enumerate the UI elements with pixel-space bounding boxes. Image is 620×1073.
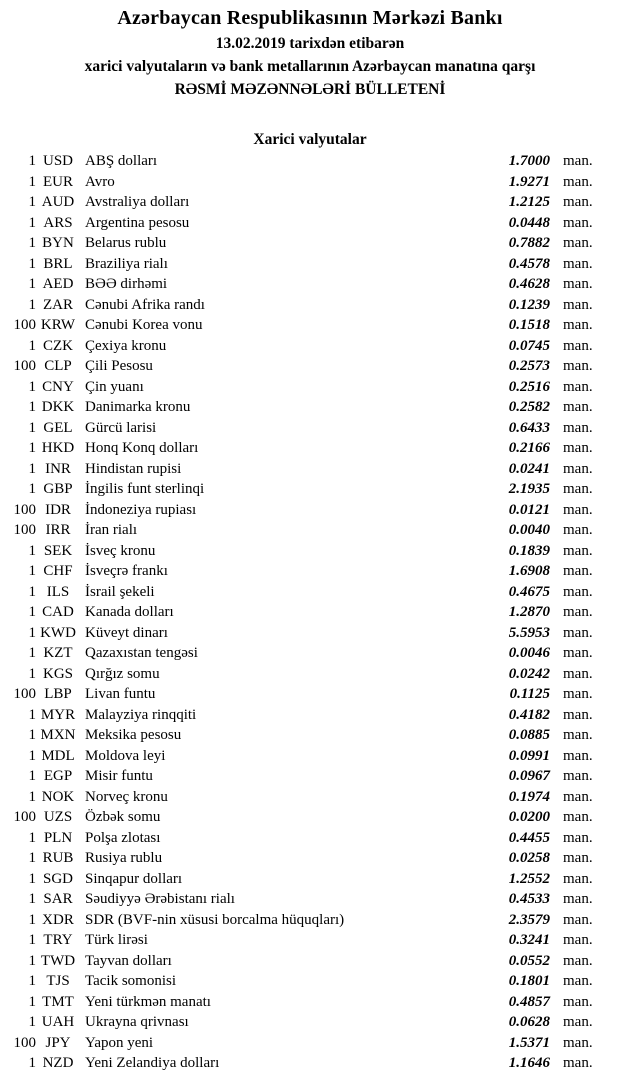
currency-name: Kanada dolları: [85, 604, 174, 620]
currency-code: SAR: [43, 891, 73, 907]
unit-label: man.: [563, 173, 593, 190]
rate-value: 1.6908: [508, 563, 550, 579]
currency-code: UAH: [41, 1014, 75, 1030]
unit-label: man.: [563, 317, 593, 333]
rate-value: 0.0552: [508, 952, 550, 969]
rate-row: [0, 602, 610, 623]
unit-label: man.: [563, 706, 593, 723]
currency-code: ILS: [46, 583, 70, 600]
currency-code: ARS: [43, 214, 73, 231]
rate-value: 0.4857: [508, 993, 550, 1010]
rate-value: 0.0967: [508, 768, 550, 784]
currency-name: Hindistan rupisi: [85, 460, 182, 477]
rate-row: [0, 377, 610, 398]
rate-row: [0, 561, 610, 582]
quantity-value: 1: [28, 276, 36, 292]
rate-value: 0.4455: [508, 829, 550, 846]
rate-value: 0.0121: [508, 501, 550, 518]
unit-label: man.: [563, 870, 593, 887]
rate-row: [0, 274, 610, 295]
currency-name: İran rialı: [85, 522, 138, 538]
currency-code: TRY: [43, 932, 73, 948]
unit-label: man.: [563, 378, 593, 395]
unit-label: man.: [563, 932, 593, 948]
quantity-value: 1: [28, 727, 36, 743]
currency-code: AED: [42, 276, 74, 292]
quantity-value: 1: [28, 173, 36, 190]
rate-value: 0.1974: [508, 788, 550, 805]
currency-name: Tacik somonisi: [85, 973, 177, 989]
rate-row: [0, 520, 610, 541]
rate-row: [0, 541, 610, 562]
unit-label: man.: [563, 542, 593, 559]
unit-label: man.: [563, 276, 593, 292]
currency-name: Səudiyyə Ərəbistanı rialı: [85, 891, 235, 907]
currency-name: Küveyt dinarı: [85, 624, 168, 641]
rates-table: [0, 151, 620, 1073]
quantity-value: 1: [28, 911, 36, 928]
unit-label: man.: [563, 911, 593, 928]
quantity-value: 1: [28, 645, 36, 661]
unit-label: man.: [563, 501, 593, 518]
rate-row: [0, 295, 610, 316]
rate-row: [0, 725, 610, 746]
unit-label: man.: [563, 153, 593, 169]
rate-row: [0, 418, 610, 439]
quantity-value: 100: [13, 1034, 36, 1051]
rate-value: 0.0885: [508, 727, 550, 743]
unit-label: man.: [563, 993, 593, 1010]
currency-code: BYN: [42, 235, 74, 251]
rate-row: [0, 151, 610, 172]
rate-row: [0, 787, 610, 808]
unit-label: man.: [563, 563, 593, 579]
currency-code: EGP: [43, 768, 73, 784]
currency-code: BRL: [43, 255, 73, 272]
quantity-value: 100: [13, 522, 36, 538]
unit-label: man.: [563, 952, 593, 969]
currency-code: TWD: [40, 952, 76, 969]
currency-name: Moldova leyi: [85, 747, 166, 764]
currency-name: SDR (BVF-nin xüsusi borcalma hüquqları): [85, 911, 345, 928]
rate-value: 0.4533: [508, 891, 550, 907]
unit-label: man.: [563, 727, 593, 743]
currency-code: LBP: [44, 686, 72, 702]
currency-name: Braziliya rialı: [85, 255, 168, 272]
quantity-value: 1: [28, 399, 36, 415]
currency-name: İngilis funt sterlinqi: [85, 481, 205, 497]
unit-label: man.: [563, 481, 593, 497]
currency-name: Tayvan dolları: [85, 952, 172, 969]
rate-value: 1.7000: [508, 153, 550, 169]
currency-name: Avro: [85, 173, 115, 190]
quantity-value: 100: [13, 809, 36, 825]
rate-row: [0, 192, 610, 213]
rate-value: 1.2870: [508, 604, 550, 620]
currency-code: ZAR: [43, 296, 73, 313]
rate-value: 1.5371: [508, 1034, 550, 1051]
quantity-value: 1: [28, 1055, 36, 1071]
unit-label: man.: [563, 399, 593, 415]
currency-code: MYR: [40, 706, 76, 723]
currency-code: SEK: [43, 542, 73, 559]
currency-code: NZD: [42, 1055, 74, 1071]
quantity-value: 1: [28, 440, 36, 456]
quantity-value: 100: [13, 686, 36, 702]
currency-name: Honq Konq dolları: [85, 440, 199, 456]
currency-code: IRR: [45, 522, 71, 538]
rate-row: [0, 479, 610, 500]
unit-label: man.: [563, 624, 593, 641]
quantity-value: 1: [28, 378, 36, 395]
rate-row: [0, 356, 610, 377]
quantity-value: 1: [28, 419, 36, 436]
rate-row: [0, 807, 610, 828]
rate-value: 0.1518: [508, 317, 550, 333]
rate-value: 1.2552: [508, 870, 550, 887]
rate-row: [0, 951, 610, 972]
unit-label: man.: [563, 788, 593, 805]
rate-row: [0, 848, 610, 869]
currency-code: MDL: [41, 747, 75, 764]
rate-row: [0, 438, 610, 459]
currency-code: USD: [42, 153, 73, 169]
currency-name: Meksika pesosu: [85, 727, 182, 743]
rate-row: [0, 643, 610, 664]
currency-code: MXN: [40, 727, 76, 743]
currency-code: CZK: [43, 337, 73, 354]
currency-name: Danimarka kronu: [85, 399, 191, 415]
quantity-value: 1: [28, 624, 36, 641]
unit-label: man.: [563, 645, 593, 661]
quantity-value: 1: [28, 1014, 36, 1030]
currency-name: Misir funtu: [85, 768, 153, 784]
currency-name: Türk lirəsi: [85, 932, 148, 948]
currency-code: NOK: [41, 788, 75, 805]
unit-label: man.: [563, 235, 593, 251]
currency-code: CNY: [42, 378, 74, 395]
currency-name: Cənubi Afrika randı: [85, 296, 205, 313]
currency-code: HKD: [41, 440, 75, 456]
rate-row: [0, 254, 610, 275]
currency-code: EUR: [43, 173, 73, 190]
currency-name: Yeni türkmən manatı: [85, 993, 211, 1010]
rate-value: 0.0046: [508, 645, 550, 661]
currency-code: KZT: [43, 645, 73, 661]
rate-value: 2.3579: [508, 911, 550, 928]
unit-label: man.: [563, 583, 593, 600]
currency-name: Norveç kronu: [85, 788, 168, 805]
unit-label: man.: [563, 419, 593, 436]
quantity-value: 1: [28, 255, 36, 272]
document-header: [0, 0, 620, 101]
unit-label: man.: [563, 194, 593, 210]
rate-value: 0.1239: [508, 296, 550, 313]
currency-code: GEL: [43, 419, 73, 436]
currency-name: Qırğız somu: [85, 665, 160, 682]
currency-code: CLP: [44, 358, 72, 374]
currency-name: Sinqapur dolları: [85, 870, 183, 887]
rate-value: 0.0242: [508, 665, 550, 682]
rate-value: 0.2516: [508, 378, 550, 395]
quantity-value: 1: [28, 870, 36, 887]
currency-code: AUD: [41, 194, 75, 210]
rate-row: [0, 1053, 610, 1073]
rate-row: [0, 746, 610, 767]
quantity-value: 1: [28, 768, 36, 784]
unit-label: man.: [563, 768, 593, 784]
unit-label: man.: [563, 337, 593, 354]
effective-date-line: 13.02.2019 tarixdən etibarən: [215, 35, 405, 52]
unit-label: man.: [563, 255, 593, 272]
rate-row: [0, 766, 610, 787]
rate-row: [0, 992, 610, 1013]
rate-value: 0.2582: [508, 399, 550, 415]
currency-code: IDR: [45, 501, 71, 518]
unit-label: man.: [563, 747, 593, 764]
quantity-value: 1: [28, 706, 36, 723]
quantity-value: 100: [13, 501, 36, 518]
unit-label: man.: [563, 460, 593, 477]
quantity-value: 1: [28, 481, 36, 497]
currency-name: Rusiya rublu: [85, 850, 163, 866]
rate-row: [0, 889, 610, 910]
currency-code: GBP: [43, 481, 73, 497]
rate-value: 1.2125: [508, 194, 550, 210]
currency-code: SGD: [42, 870, 73, 887]
bulletin-title: RƏSMİ MƏZƏNNƏLƏRİ BÜLLETENİ: [174, 81, 446, 98]
unit-label: man.: [563, 809, 593, 825]
currency-name: Yeni Zelandiya dolları: [85, 1055, 220, 1071]
rate-value: 0.1839: [508, 542, 550, 559]
rate-row: [0, 971, 610, 992]
quantity-value: 100: [13, 358, 36, 374]
currency-name: Çexiya kronu: [85, 337, 167, 354]
unit-label: man.: [563, 665, 593, 682]
quantity-value: 1: [28, 829, 36, 846]
rate-value: 0.0448: [508, 214, 550, 231]
quantity-value: 1: [28, 891, 36, 907]
rate-row: [0, 623, 610, 644]
currency-name: İsveç kronu: [85, 542, 156, 559]
rate-value: 1.1646: [508, 1055, 550, 1071]
rate-row: [0, 910, 610, 931]
rate-row: [0, 1012, 610, 1033]
currency-name: İndoneziya rupiası: [85, 501, 197, 518]
currency-code: INR: [45, 460, 71, 477]
currency-name: Polşa zlotası: [85, 829, 161, 846]
rate-value: 0.4675: [508, 583, 550, 600]
rate-row: [0, 684, 610, 705]
currency-code: XDR: [42, 911, 74, 928]
rate-value: 2.1935: [508, 481, 550, 497]
rate-row: [0, 233, 610, 254]
rate-value: 0.1125: [509, 686, 550, 702]
rate-row: [0, 1033, 610, 1054]
quantity-value: 1: [28, 563, 36, 579]
currency-code: RUB: [42, 850, 74, 866]
unit-label: man.: [563, 829, 593, 846]
quantity-value: 1: [28, 214, 36, 231]
quantity-value: 1: [28, 235, 36, 251]
currency-code: CHF: [43, 563, 73, 579]
currency-name: Gürcü larisi: [85, 419, 157, 436]
unit-label: man.: [563, 686, 593, 702]
unit-label: man.: [563, 1034, 593, 1051]
quantity-value: 100: [13, 317, 36, 333]
quantity-value: 1: [28, 194, 36, 210]
rate-value: 0.2166: [508, 440, 550, 456]
rate-row: [0, 500, 610, 521]
section-title-foreign-currencies: Xarici valyutalar: [253, 131, 367, 148]
rate-value: 0.0200: [508, 809, 550, 825]
quantity-value: 1: [28, 850, 36, 866]
currency-code: CAD: [42, 604, 74, 620]
rate-row: [0, 828, 610, 849]
currency-name: İsveçrə frankı: [85, 563, 168, 579]
rate-row: [0, 172, 610, 193]
currency-code: DKK: [41, 399, 75, 415]
currency-name: Çili Pesosu: [85, 358, 153, 374]
unit-label: man.: [563, 522, 593, 538]
quantity-value: 1: [28, 296, 36, 313]
currency-code: UZS: [43, 809, 73, 825]
currency-code: KGS: [42, 665, 73, 682]
quantity-value: 1: [28, 993, 36, 1010]
rate-value: 0.0241: [508, 460, 550, 477]
subject-line: xarici valyutaların və bank metallarının Azərbaycan manatına qarşı: [84, 58, 536, 75]
currency-code: KWD: [40, 624, 76, 641]
currency-code: PLN: [43, 829, 73, 846]
rate-value: 0.0991: [508, 747, 550, 764]
quantity-value: 1: [28, 337, 36, 354]
quantity-value: 1: [28, 973, 36, 989]
rate-value: 1.9271: [508, 173, 550, 190]
currency-name: Çin yuanı: [85, 378, 144, 395]
rate-value: 0.2573: [508, 358, 550, 374]
currency-name: Qazaxıstan tengəsi: [85, 645, 198, 661]
currency-name: ABŞ dolları: [85, 153, 158, 169]
currency-name: Avstraliya dolları: [85, 194, 190, 210]
rate-value: 0.4628: [508, 276, 550, 292]
rate-value: 0.6433: [508, 419, 550, 436]
rate-value: 0.4578: [508, 255, 550, 272]
quantity-value: 1: [28, 583, 36, 600]
bank-title: Azərbaycan Respublikasının Mərkəzi Bankı: [117, 7, 503, 29]
unit-label: man.: [563, 214, 593, 231]
rate-row: [0, 582, 610, 603]
rate-row: [0, 315, 610, 336]
rate-value: 0.0258: [508, 850, 550, 866]
currency-code: JPY: [45, 1034, 71, 1051]
rate-value: 0.7882: [508, 235, 550, 251]
rate-row: [0, 869, 610, 890]
currency-name: Cənubi Korea vonu: [85, 317, 203, 333]
rate-value: 0.0628: [508, 1014, 550, 1030]
unit-label: man.: [563, 1055, 593, 1071]
rate-value: 0.0040: [508, 522, 550, 538]
unit-label: man.: [563, 604, 593, 620]
rate-value: 0.1801: [508, 973, 550, 989]
rate-row: [0, 664, 610, 685]
currency-name: Belarus rublu: [85, 235, 167, 251]
quantity-value: 1: [28, 460, 36, 477]
unit-label: man.: [563, 850, 593, 866]
currency-code: KRW: [40, 317, 76, 333]
rate-value: 0.0745: [508, 337, 550, 354]
rate-value: 5.5953: [508, 624, 550, 641]
currency-name: Malayziya rinqqiti: [85, 706, 197, 723]
rate-row: [0, 459, 610, 480]
quantity-value: 1: [28, 952, 36, 969]
quantity-value: 1: [28, 153, 36, 169]
currency-name: Livan funtu: [85, 686, 156, 702]
quantity-value: 1: [28, 604, 36, 620]
quantity-value: 1: [28, 932, 36, 948]
currency-name: Ukrayna qrivnası: [85, 1014, 189, 1030]
unit-label: man.: [563, 440, 593, 456]
currency-name: BƏƏ dirhəmi: [85, 276, 168, 292]
currency-code: TMT: [42, 993, 74, 1010]
quantity-value: 1: [28, 788, 36, 805]
quantity-value: 1: [28, 665, 36, 682]
quantity-value: 1: [28, 542, 36, 559]
rate-value: 0.4182: [508, 706, 550, 723]
currency-name: Argentina pesosu: [85, 214, 190, 231]
rate-value: 0.3241: [508, 932, 550, 948]
unit-label: man.: [563, 358, 593, 374]
rate-row: [0, 397, 610, 418]
rate-row: [0, 213, 610, 234]
currency-name: İsrail şekeli: [85, 583, 155, 600]
rate-row: [0, 336, 610, 357]
unit-label: man.: [563, 1014, 593, 1030]
unit-label: man.: [563, 891, 593, 907]
currency-name: Yapon yeni: [85, 1034, 154, 1051]
unit-label: man.: [563, 973, 593, 989]
unit-label: man.: [563, 296, 593, 313]
rate-row: [0, 930, 610, 951]
currency-name: Özbək somu: [85, 809, 161, 825]
currency-code: TJS: [46, 973, 70, 989]
rate-row: [0, 705, 610, 726]
quantity-value: 1: [28, 747, 36, 764]
